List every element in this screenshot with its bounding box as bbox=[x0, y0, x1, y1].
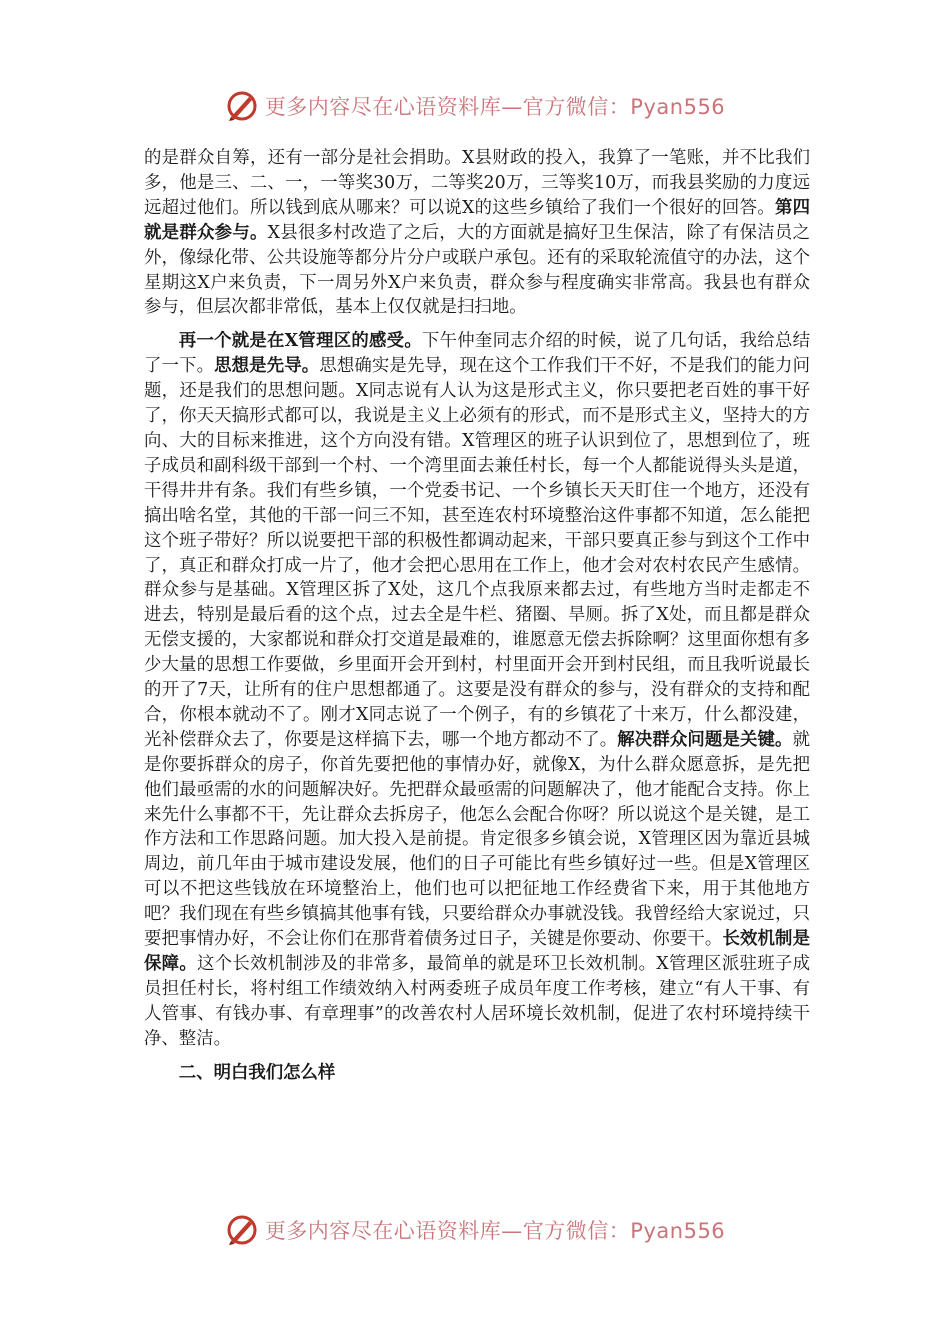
header-banner-text: 更多内容尽在心语资料库—官方微信：Pyan556 bbox=[264, 95, 726, 119]
bold-phrase: 再一个就是在X管理区的感受。 bbox=[178, 331, 422, 352]
paragraph-1: 的是群众自筹，还有一部分是社会捐助。X县财政的投入，我算了一笔账，并不比我们多，他是三、二、一，一等奖30万，二等奖20万，三等奖10万，而我县奖励的力度远远超过他们。所以钱到底从哪来？可以说X的这些乡镇给了我们一个很好的回答。第四就是群众参与。X县很多村改造了之后，大的方面就是搞好卫生保洁，除了有保洁员之外，像绿化带、公共设施等都分片分户或联户承包。还有的采取轮流值守的办法，这个星期这X户来负责，下一周另外X户来负责，群众参与程度确实非常高。我县也有群众参与，但层次都非常低，基本上仅仅就是扫扫地。 bbox=[144, 148, 810, 318]
pen-logo-icon bbox=[225, 89, 259, 123]
footer-banner bbox=[0, 1208, 950, 1252]
footer-banner-text: 更多内容尽在心语资料库—官方微信：Pyan556 bbox=[264, 1219, 726, 1243]
pen-logo-icon bbox=[225, 1213, 259, 1247]
bold-phrase: 长效机制是保障。 bbox=[144, 929, 810, 974]
header-banner bbox=[0, 84, 950, 128]
bold-phrase: 第四就是群众参与。 bbox=[144, 197, 810, 243]
bold-phrase: 解决群众问题是关键。 bbox=[617, 729, 793, 750]
paragraph-2: 再一个就是在X管理区的感受。下午仲奎同志介绍的时候，说了几句话，我给总结了一下。思想是先导。思想确实是先导，现在这个工作我们干不好，不是我们的能力问题，还是我们的思想问题。X同志说有人认为这是形式主义，你只要把老百姓的事干好了，你天天搞形式都可以，我说是主义上必须有的形式，而不是形式主义，坚持大的方向、大的目标来推进，这个方向没有错。X管理区的班子认识到位了，思想到位了，班子成员和副科级干部到一个村、一个湾里面去兼任村长，每一个人都能说得头头是道，干得井井有条。我们有些乡镇，一个党委书记、一个乡镇长天天盯住一个地方，还没有搞出啥名堂，其他的干部一问三不知，甚至连农村环境整治这件事都不知道，怎么能把这个班子带好？所以说要把干部的积极性都调动起来，干部只要真正参与到这个工作中了，真正和群众打成一片了，他才会把心思用在工作上，他才会对农村农民产生感情。群众参与是基础。X管理区拆了X处，这几个点我原来都去过，有些地方当时走都走不进去，特别是最后看的这个点，过去全是牛栏、猪圈、旱厕。拆了X处，而且都是群众无偿支援的，大家都说和群众打交道是最难的，谁愿意无偿去拆除啊？这里面你想有多少大量的思想工作要做，乡里面开会开到村，村里面开会开到村民组，而且我听说最长的开了7天，让所有的住户思想都通了。这要是没有群众的参与，没有群众的支持和配合，你根本就动不了。刚才X同志说了一个例子，有的乡镇花了十来万，什么都没建，光补偿群众去了，你要是这样搞下去，哪一个地方都动不了。解决群众问题是关键。就是你要拆群众的房子，你首先要把他的事情办好，就像X，为什么群众愿意拆，是先把他们最亟需的水的问题解决好。先把群众最亟需的问题解决了，他才能配合支持。你上来先什么事都不干，先让群众去拆房子，他怎么会配合你呀？所以说这个是关键，是工作方法和工作思路问题。加大投入是前提。肯定很多乡镇会说，X管理区因为靠近县城周边，前几年由于城市建设发展，他们的日子可能比有些乡镇好过一些。但是X管理区可以不把这些钱放在环境整治上，他们也可以把征地工作经费省下来，用于其他地方吧？我们现在有些乡镇搞其他事有钱，只要给群众办事就没钱。我曾经给大家说过，只要把事情办好，不会让你们在那背着债务过日子，关键是你要动、你要干。长效机制是保障。这个长效机制涉及的非常多，最简单的就是环卫长效机制。X管理区派驻班子成员担任村长，将村组工作绩效纳入村两委班子成员年度工作考核，建立“有人干事、有人管事、有钱办事、有章理事”的改善农村人居环境长效机制，促进了农村环境持续干净、整洁。 bbox=[144, 331, 810, 1049]
bold-phrase: 思想是先导。 bbox=[214, 356, 320, 377]
document-body bbox=[144, 146, 810, 1086]
section-heading: 二、明白我们怎么样 bbox=[178, 1062, 336, 1083]
